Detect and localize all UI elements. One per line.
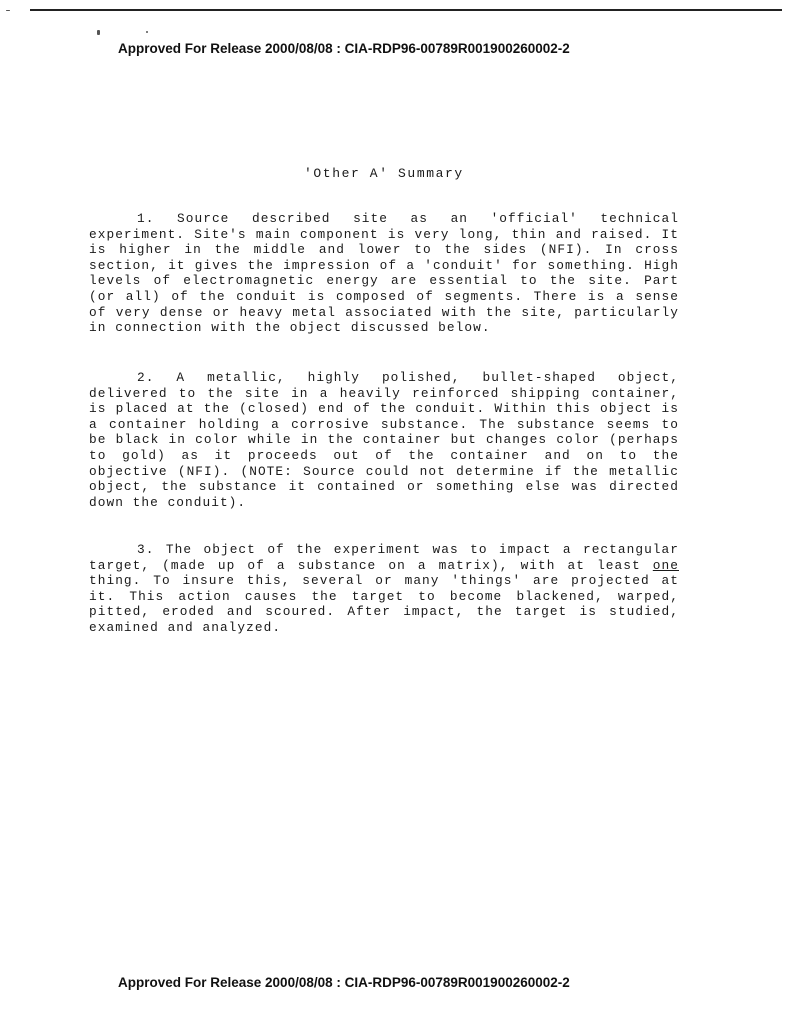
paragraph-text: Source described site as an 'official' technical experiment. Site's main component is very long, thin and raised. It is higher in the middle and lower to the sides (NFI). In cross section, it gives the impression of a 'conduit' for something. High levels of electromagnetic energy are essential to the site. Part (or all) of the conduit is composed of segments. There is a sense of very dense or heavy metal associated with the site, particularly in connection with the object discussed below. [89, 211, 679, 336]
release-stamp-footer: Approved For Release 2000/08/08 : CIA-RDP96-00789R001900260002-2 [118, 975, 570, 990]
paragraph-text-after: thing. To insure this, several or many 'things' are projected at it. This action causes the target to become blackened, warped, pitted, eroded and scoured. After impact, the target is studied, examined and analyzed. [89, 573, 679, 635]
scan-speck [146, 31, 148, 33]
paragraph-3 [89, 542, 679, 636]
paragraph-1 [89, 211, 679, 336]
paragraph-text-before: The object of the experiment was to impact a rectangular target, (made up of a substance on a matrix), with at least [89, 542, 679, 573]
paragraph-number: 2. [137, 370, 155, 385]
paragraph-2 [89, 370, 679, 510]
top-rule [30, 9, 782, 11]
document-title: 'Other A' Summary [304, 166, 464, 181]
scan-speck [6, 10, 10, 11]
underlined-word: one [652, 557, 679, 573]
release-stamp-header: Approved For Release 2000/08/08 : CIA-RDP96-00789R001900260002-2 [118, 41, 570, 56]
paragraph-number: 3. [137, 542, 155, 557]
paragraph-number: 1. [137, 211, 155, 226]
paragraph-text: A metallic, highly polished, bullet-shaped object, delivered to the site in a heavily reinforced shipping container, is placed at the (closed) end of the conduit. Within this object is a container holding a corrosive substance. The substance seems to be black in color while in the container but changes color (perhaps to gold) as it proceeds out of the container and on to the objective (NFI). (NOTE: Source could not determine if the metallic object, the substance it contained or something else was directed down the conduit). [89, 370, 679, 510]
scan-speck [97, 30, 100, 35]
